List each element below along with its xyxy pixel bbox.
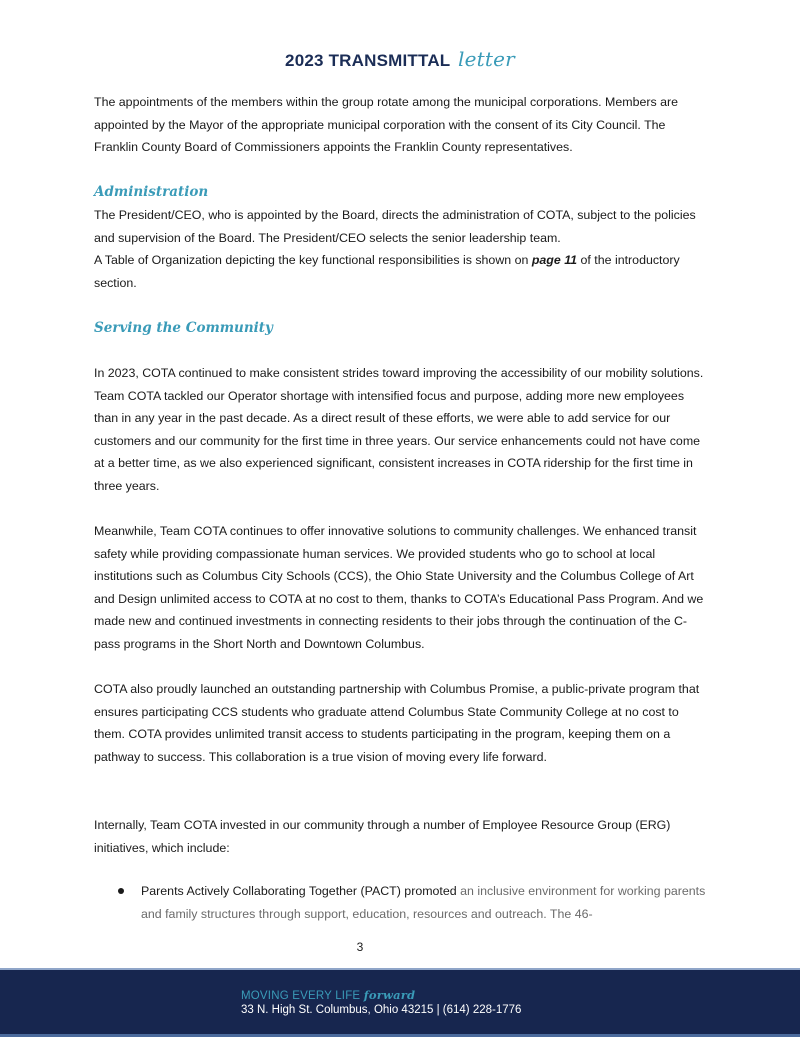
intro-paragraph [94, 91, 706, 159]
administration-heading: Administration [94, 184, 209, 200]
bullet-text [141, 880, 708, 925]
footer-tagline [241, 988, 415, 1002]
community-p1: In 2023, COTA continued to make consistent strides toward improving the accessibility of our mobility solutions. Team COTA tackled our Operator shortage with intensified focus and purpose, adding more new employees than in any year in the past decade. As a direct result of these efforts, we were able to add service for our customers and our community for the first time in three years. Our service enhancements could not have come at a better time, as we also experienced significant, consistent increases in COTA ridership for the first time in three years. [94, 366, 704, 493]
title-main: 2023 TRANSMITTAL [285, 51, 451, 70]
community-paragraph-3 [94, 678, 706, 768]
administration-line2-after: of the introductory section. [94, 253, 680, 290]
community-heading: Serving the Community [94, 320, 273, 336]
page-title [0, 47, 800, 71]
community-p2: Meanwhile, Team COTA continues to offer innovative solutions to community challenges. We enhanced transit safety while providing compassionate human services. We provided students who go to school at local institutions such as Columbus City Schools (CCS), the Ohio State University and the Columbus College of Art and Design unlimited access to COTA at no cost to them, thanks to COTA’s Educational Pass Program. And we made new and continued investments in connecting residents to their jobs through the continuation of the C-pass programs in the Short North and Downtown Columbus. [94, 524, 704, 651]
community-p3: COTA also proudly launched an outstanding partnership with Columbus Promise, a public-private program that ensures participating CCS students who graduate attend Columbus State Community College at no cost to them. COTA provides unlimited transit access to students participating in the program, keeping them on a pathway to success. This collaboration is a true vision of moving every life forward. [94, 682, 700, 764]
bullet-lead: Parents Actively Collaborating Together (PACT) promoted [141, 884, 457, 898]
page-reference-link[interactable]: page 11 [531, 253, 578, 268]
footer-tagline-text: MOVING EVERY LIFE [241, 990, 361, 1002]
bullet-rest: an inclusive environment for working parents and family structures through support, education, resources and outreach. The 46- [141, 884, 706, 921]
footer-address: 33 N. High St. Columbus, Ohio 43215 | (614) 228-1776 [241, 1004, 522, 1016]
footer-tagline-script: forward [363, 988, 416, 1002]
bullet-icon [118, 888, 124, 894]
administration-line1: The President/CEO, who is appointed by the Board, directs the administration of COTA, subject to the policies and supervision of the Board. The President/CEO selects the senior leadership team. [94, 208, 696, 245]
footer [0, 968, 800, 1037]
page-number: 3 [356, 940, 364, 954]
title-script: letter [458, 47, 515, 71]
administration-line2-before: A Table of Organization depicting the key functional responsibilities is shown on [94, 253, 532, 268]
community-paragraph-2 [94, 520, 706, 656]
community-paragraph-1 [94, 362, 706, 498]
intro-text: The appointments of the members within the group rotate among the municipal corporations. Members are appointed by the Mayor of the appropriate municipal corporation with the consent of its City Council. The Franklin County Board of Commissioners appoints the Franklin County representatives. [94, 95, 679, 155]
administration-paragraph [94, 204, 706, 294]
community-p4: Internally, Team COTA invested in our community through a number of Employee Resource Group (ERG) initiatives, which include: [94, 818, 671, 855]
community-paragraph-4 [94, 814, 706, 859]
list-item [118, 880, 708, 925]
